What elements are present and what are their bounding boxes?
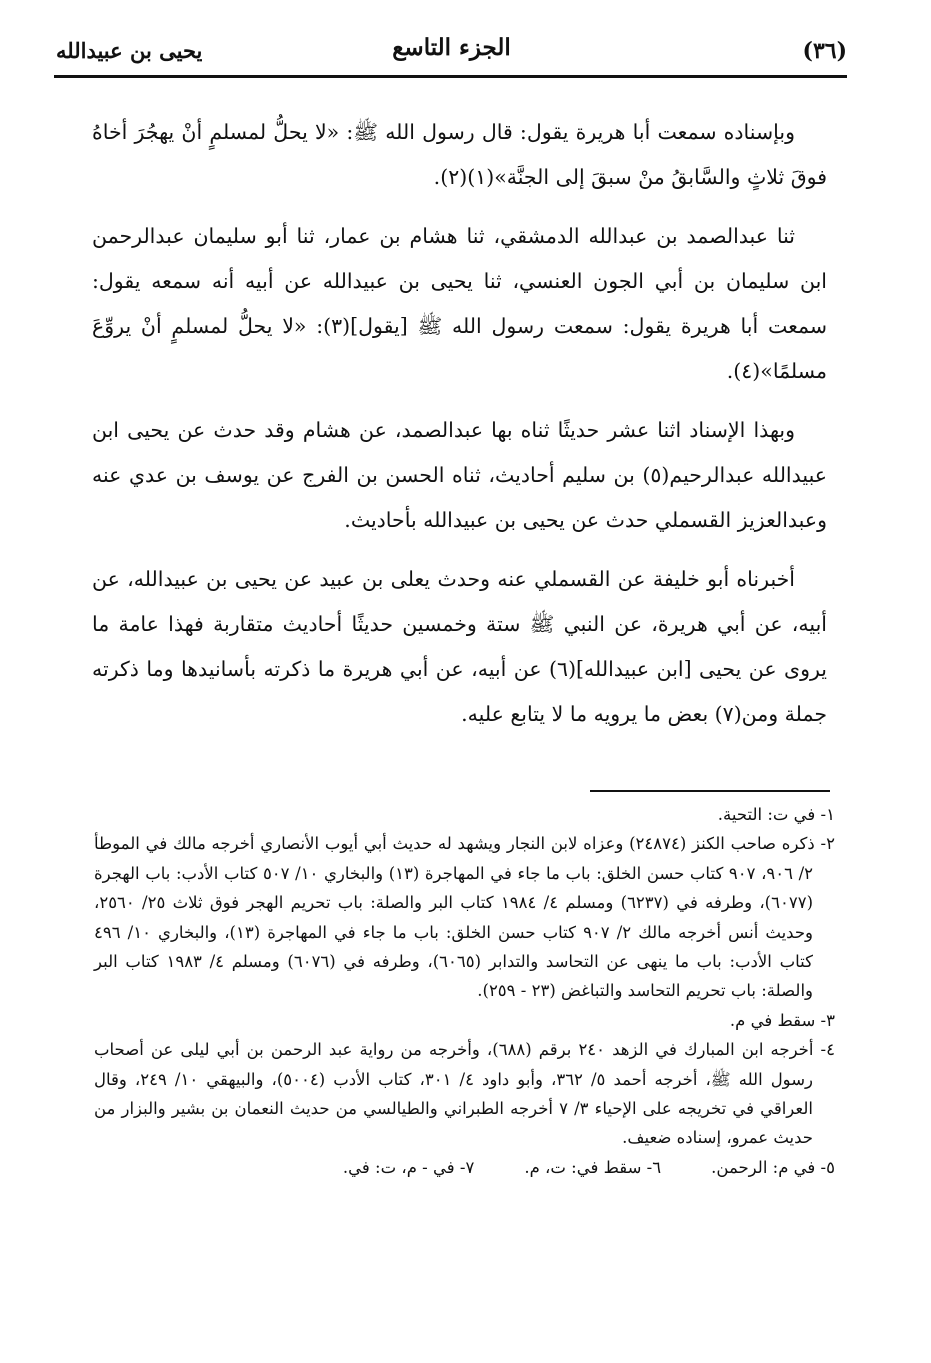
part-title: الجزء التاسع	[392, 34, 511, 61]
footnote: ٤- أخرجه ابن المبارك في الزهد ٢٤٠ برقم (٦٨٨)، وأخرجه من رواية عبد الرحمن بن أبي ليلى عن أصحاب رسول الله ﷺ، أخرجه أحمد ٥/ ٣٦٢، وأبو داود ٤/ ٣٠١، كتاب الأدب (٥٠٠٤)، والبيهقي ١٠/ ٢٤٩، وقال العراقي في تخريجه على الإحياء ٣/ ٧ أخرجه الطبراني والطيالسي من حديث النعمان بن بشير والبزار من حديث عمرو، إسناده ضعيف.	[94, 1040, 835, 1148]
section-title: يحيى بن عبيدالله	[56, 38, 203, 63]
footnote-line	[94, 1153, 835, 1182]
footnote-separator	[590, 790, 830, 792]
paragraph: وبإسناده سمعت أبا هريرة يقول: قال رسول الله ﷺ: «لا يحلُّ لمسلمٍ أنْ يهجُرَ أخاهُ فوقَ ثلاثٍ والسَّابقُ منْ سبقَ إلى الجنَّة»(١)(٢).	[92, 120, 827, 189]
paragraph: أخبرناه أبو خليفة عن القسملي عنه وحدث يعلى بن عبيد عن يحيى بن عبيدالله، عن أبيه، عن أبي هريرة، عن النبي ﷺ ستة وخمسين حديثًا أحاديث متقاربة فهذا عامة ما يروى عن يحيى [ابن عبيدالله](٦) عن أبيه، عن أبي هريرة ما ذكرته بأسانيدها وما ذكرته جملة ومن(٧) بعض ما يرويه ما لا يتابع عليه.	[92, 567, 827, 726]
paragraph: ثنا عبدالصمد بن عبدالله الدمشقي، ثنا هشام بن عمار، ثنا أبو سليمان عبدالرحمن ابن سليمان بن أبي الجون العنسي، ثنا يحيى بن عبيدالله عن أبيه أنه سمعه يقول: سمعت أبا هريرة يقول: سمعت رسول الله ﷺ [يقول](٣): «لا يحلُّ لمسلمٍ أنْ يروِّعَ مسلمًا»(٤).	[92, 224, 827, 383]
footnote: ٧- في - م، ت: في.	[342, 1157, 475, 1177]
footnote: ٦- سقط في: ت، م.	[524, 1157, 662, 1177]
footnote: ١- في ت: التحية.	[717, 805, 835, 824]
footnote: ٢- ذكره صاحب الكنز (٢٤٨٧٤) وعزاه لابن النجار ويشهد له حديث أبي أيوب الأنصاري أخرجه مالك في الموطأ ٢/ ٩٠٦، ٩٠٧ كتاب حسن الخلق: باب ما جاء في المهاجرة (١٣) والبخاري ١٠/ ٥٠٧ كتاب الأدب: باب الهجرة (٦٠٧٧)، وطرفه في (٦٢٣٧) ومسلم ٤/ ١٩٨٤ كتاب البر والصلة: باب تحريم الهجر فوق ثلاث ٢٥/ ٢٥٦٠، وحديث أنس أخرجه مالك ٢/ ٩٠٧ كتاب حسن الخلق: باب ما جاء في المهاجرة (١٣)، والبخاري ١٠/ ٤٩٦ كتاب الأدب: باب ما ينهى عن التحاسد والتدابر (٦٠٦٥)، وطرفه في (٦٠٧٦) ومسلم ٤/ ١٩٨٣ كتاب البر والصلة: باب تحريم التحاسد والتباغض (٢٣ - ٢٥٩).	[94, 834, 835, 1001]
footnote: ٣- سقط في م.	[729, 1010, 835, 1030]
paragraph: وبهذا الإسناد اثنا عشر حديثًا ثناه بها عبدالصمد، عن هشام وقد حدث عن يحيى ابن عبيدالله عبدالرحيم(٥) بن سليم أحاديث، ثناه الحسن بن الفرج عن يوسف بن عدي عنه وعبدالعزيز القسملي حدث عن يحيى بن عبيدالله بأحاديث.	[92, 418, 827, 532]
main-text	[92, 110, 827, 751]
header-rule	[54, 75, 847, 78]
running-header	[56, 30, 847, 72]
page-number: (٣٦)	[802, 38, 847, 64]
footnotes	[94, 800, 835, 1182]
footnote: ٥- في م: الرحمن.	[711, 1157, 835, 1177]
